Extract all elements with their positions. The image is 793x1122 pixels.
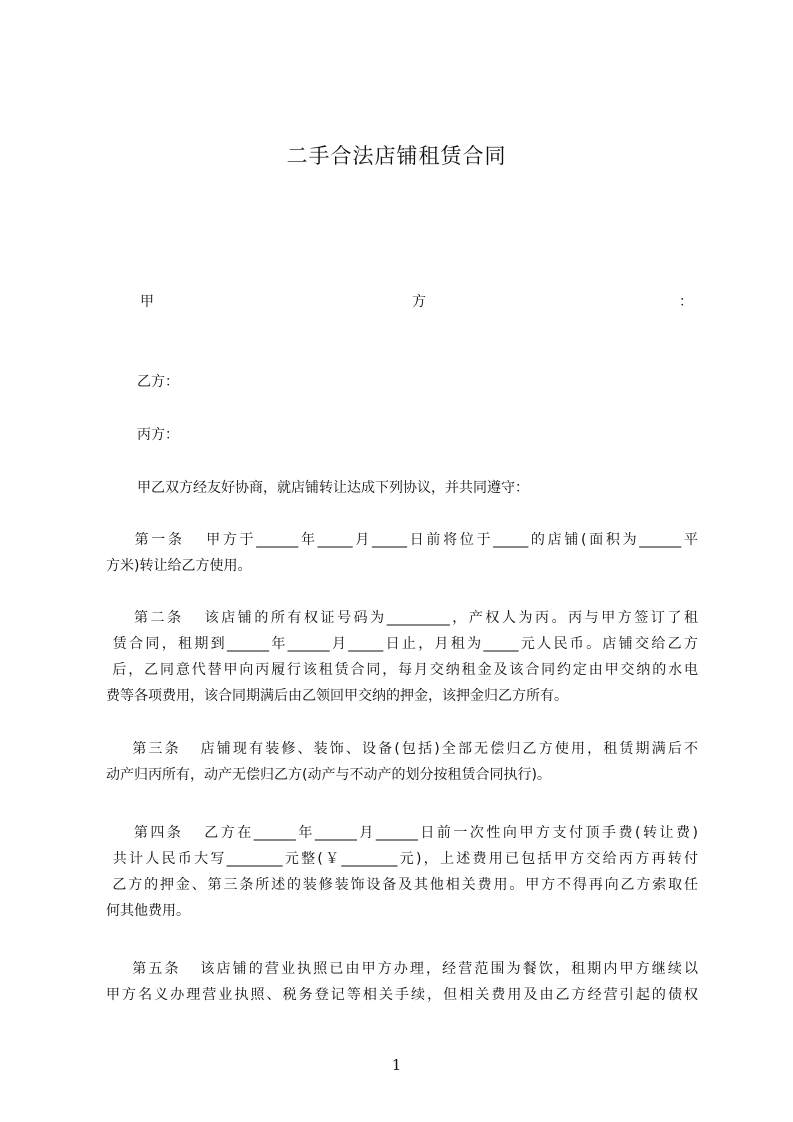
party-b-line: 乙方： [137,374,179,390]
article-5-line: 第五条 该店铺的营业执照已由甲方办理，经营范围为餐饮，租期内甲方继续以 [106,961,698,977]
article-3-line: 第三条 店铺现有装修、装饰、设备(包括)全部无偿归乙方使用，租赁期满后不 [106,741,698,757]
article-1 [106,527,698,579]
party-a-line [140,290,693,314]
article-5-line: 甲方名义办理营业执照、税务登记等相关手续，但相关费用及由乙方经营引起的债权 [106,987,698,1003]
article-2 [106,605,698,709]
article-1-line: 方米)转让给乙方使用。 [106,558,252,574]
party-a-colon: ： [679,294,693,310]
article-4-line: 共计人民币大写________元整(￥________元)，上述费用已包括甲方交给丙方再转付 [106,851,698,867]
article-3 [106,736,698,788]
party-a-label-part-2: 方 [412,294,426,310]
article-3-line: 动产归丙所有，动产无偿归乙方(动产与不动产的划分按租赁合同执行)。 [106,767,551,783]
article-2-line: 后，乙同意代替甲向丙履行该租赁合同，每月交纳租金及该合同约定由甲交纳的水电 [106,662,698,678]
article-4-line: 何其他费用。 [106,903,190,919]
article-5 [106,956,698,1008]
page-number: 1 [391,1056,402,1074]
article-4 [106,820,698,924]
party-c-line: 丙方： [137,427,179,443]
article-4-line: 乙方的押金、第三条所述的装修装饰设备及其他相关费用。甲方不得再向乙方索取任 [106,877,698,893]
intro-paragraph: 甲乙双方经友好协商，就店铺转让达成下列协议，并共同遵守： [137,480,529,496]
article-2-line: 第二条 该店铺的所有权证号码为_________，产权人为丙。丙与甲方签订了租 [106,610,698,626]
article-4-line: 第四条 乙方在______年______月______日前一次性向甲方支付顶手费(转让费) [106,825,698,841]
article-1-line: 第一条 甲方于______年_____月_____日前将位于_____的店铺(面积为______平 [106,532,698,548]
document-title: 二手合法店铺租赁合同 [286,144,507,168]
party-a-label-part-1: 甲 [140,294,154,310]
article-2-line: 费等各项费用，该合同期满后由乙领回甲交纳的押金，该押金归乙方所有。 [106,688,568,704]
article-2-line: 赁合同，租期到______年______月_____日止，月租为_____元人民币。店铺交给乙方 [106,636,698,652]
